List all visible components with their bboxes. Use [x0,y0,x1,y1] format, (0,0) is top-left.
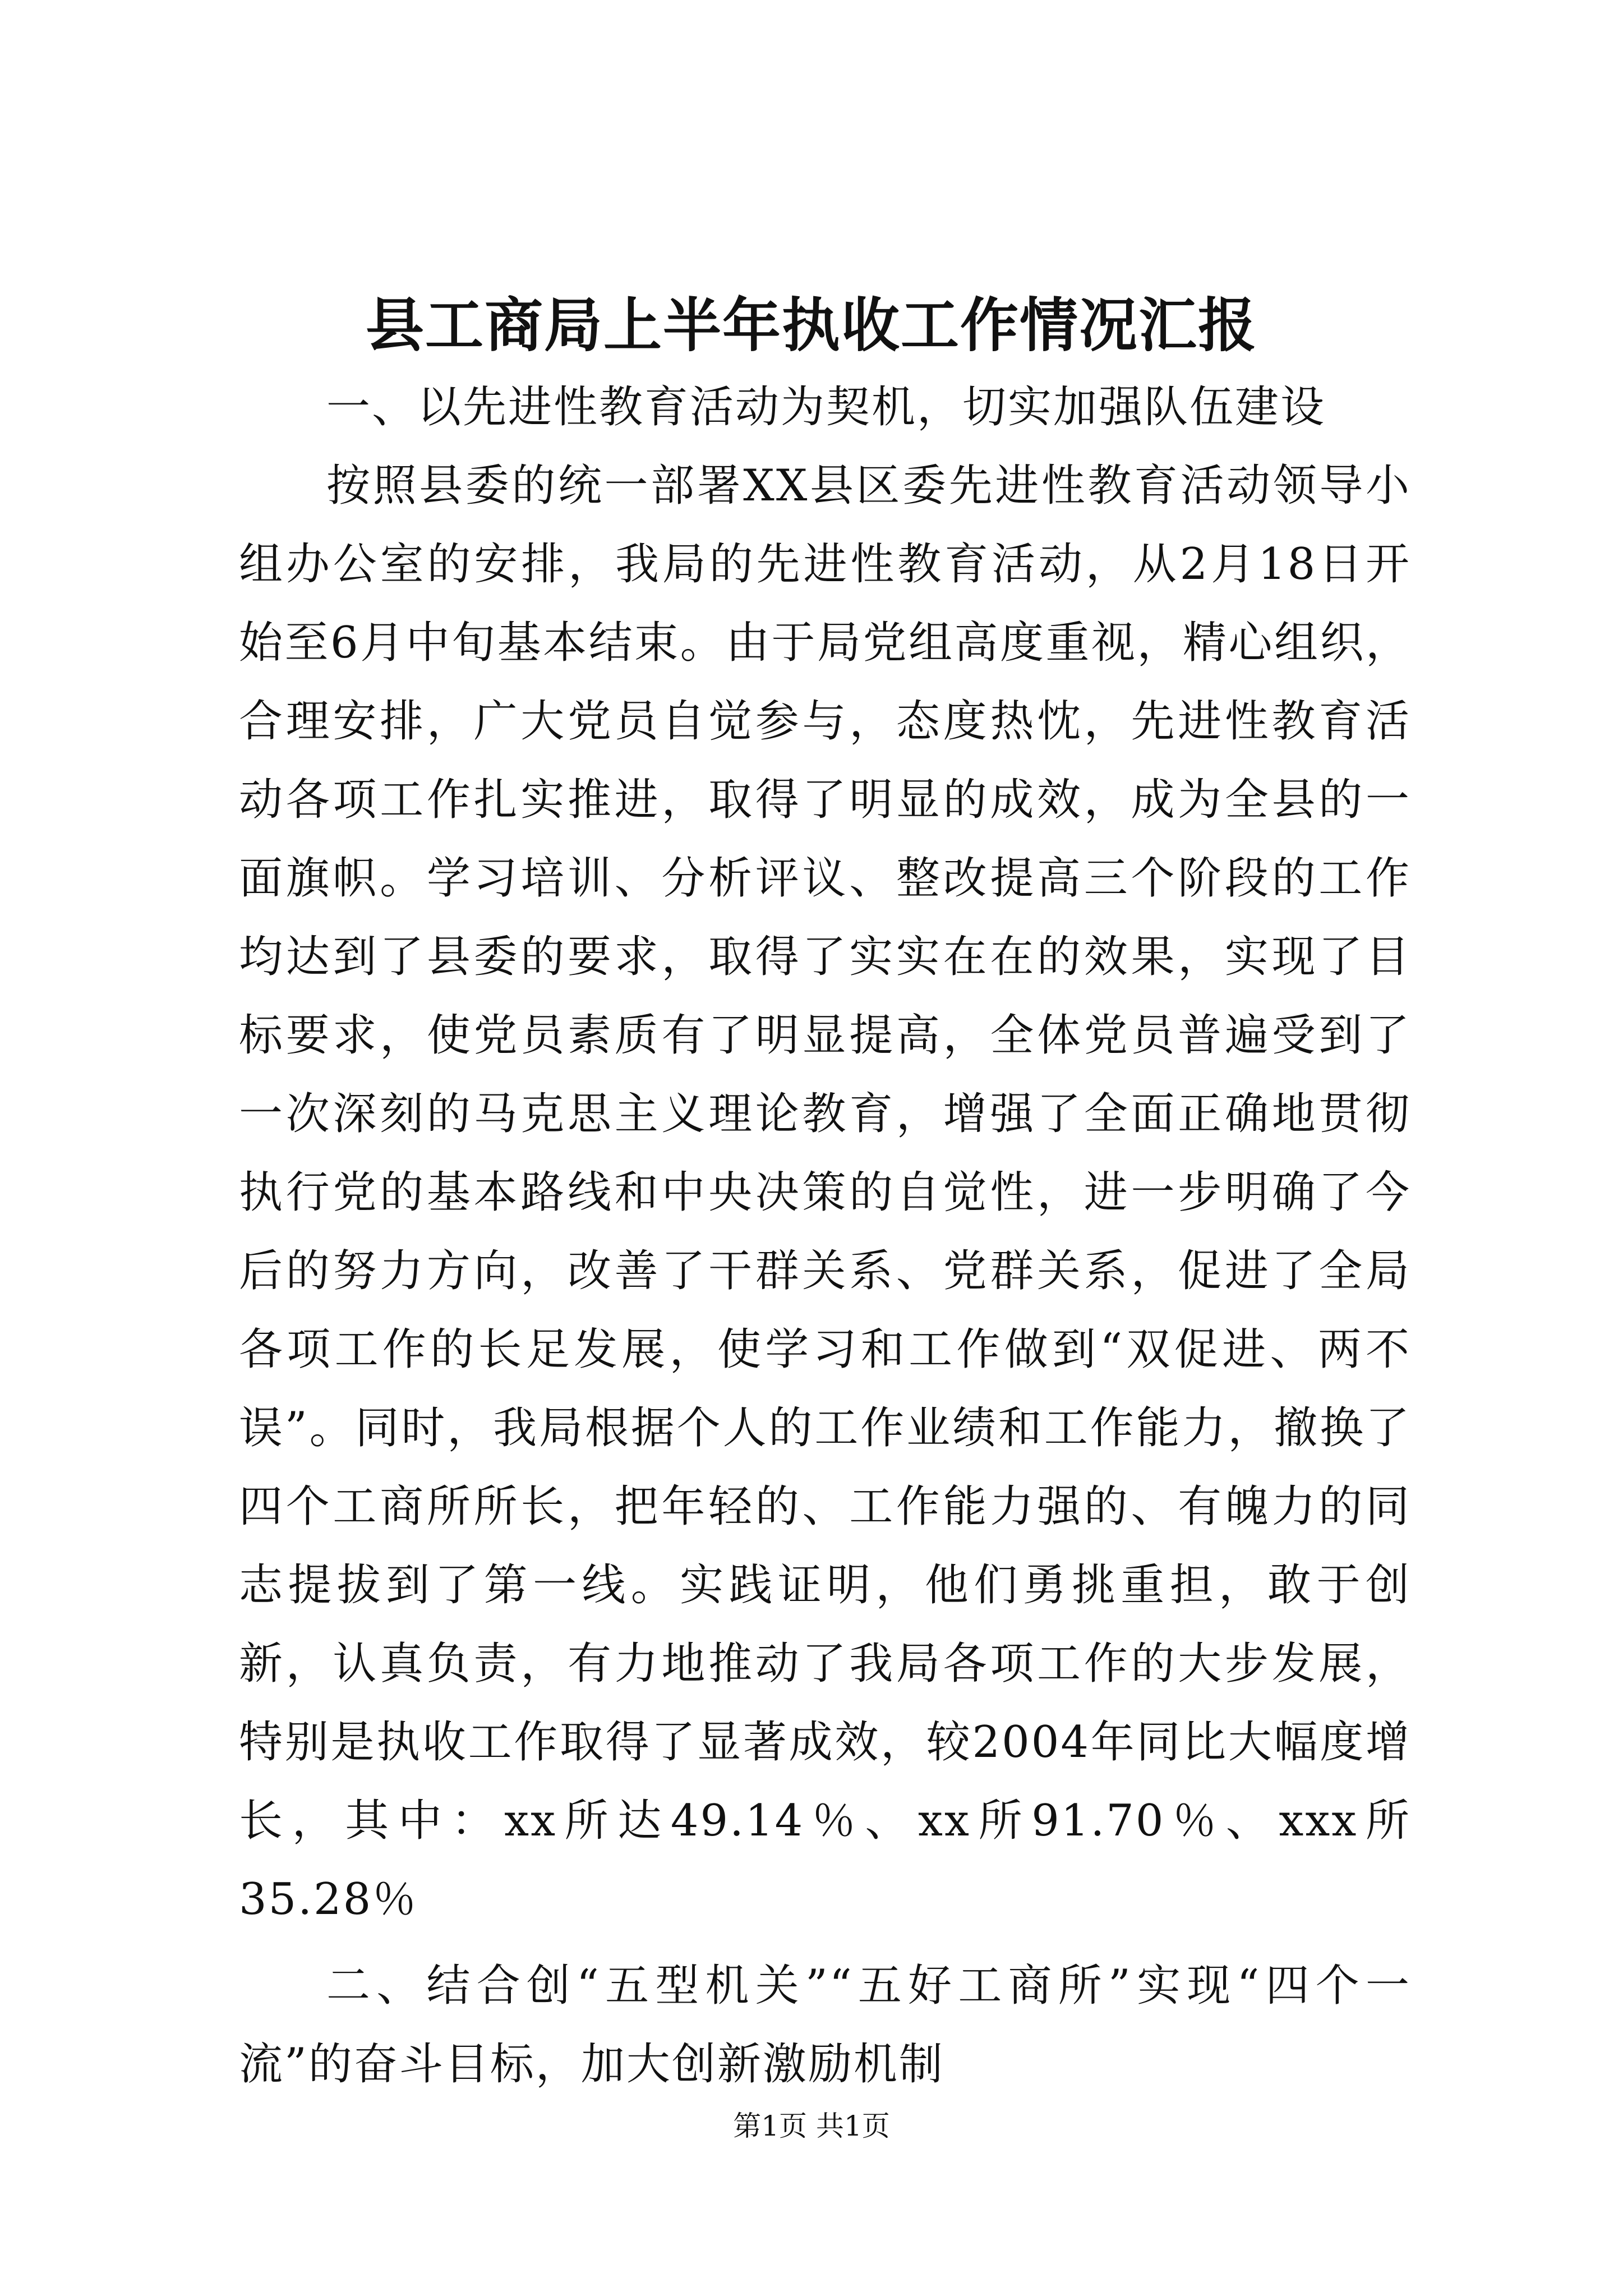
document-title: 县工商局上半年执收工作情况汇报 [365,291,1257,360]
body-paragraph: 按照县委的统一部署XX县区委先进性教育活动领导小组办公室的安排，我局的先进性教育活动，从2月18日开始至6月中旬基本结束。由于局党组高度重视，精心组织，合理安排，广大党员自觉参与，态度热忱，先进性教育活动各项工作扎实推进，取得了明显的成效，成为全县的一面旗帜。学习培训、分析评议、整改提高三个阶段的工作均达到了县委的要求，取得了实实在在的效果，实现了目标要求，使党员素质有了明显提高，全体党员普遍受到了一次深刻的马克思主义理论教育，增强了全面正确地贯彻执行党的基本路线和中央决策的自觉性，进一步明确了今后的努力方向，改善了干群关系、党群关系，促进了全局各项工作的长足发展，使学习和工作做到“双促进、两不误”。同时，我局根据个人的工作业绩和工作能力，撤换了四个工商所所长，把年轻的、工作能力强的、有魄力的同志提拔到了第一线。实践证明，他们勇挑重担，敢于创新，认真负责，有力地推动了我局各项工作的大步发展，特别是执收工作取得了显著成效，较2004年同比大幅度增长，其中：xx所达49.14％、xx所91.70％、xxx所35.28％ [239,461,1411,1925]
document-body [239,368,1411,2104]
section-heading-1: 一、以先进性教育活动为契机，切实加强队伍建设 [326,382,1326,432]
section-heading-2: 二、结合创“五型机关”“五好工商所”实现“四个一流”的奋斗目标，加大创新激励机制 [239,1961,1411,2090]
page-footer: 第1页 共1页 [733,2110,890,2142]
